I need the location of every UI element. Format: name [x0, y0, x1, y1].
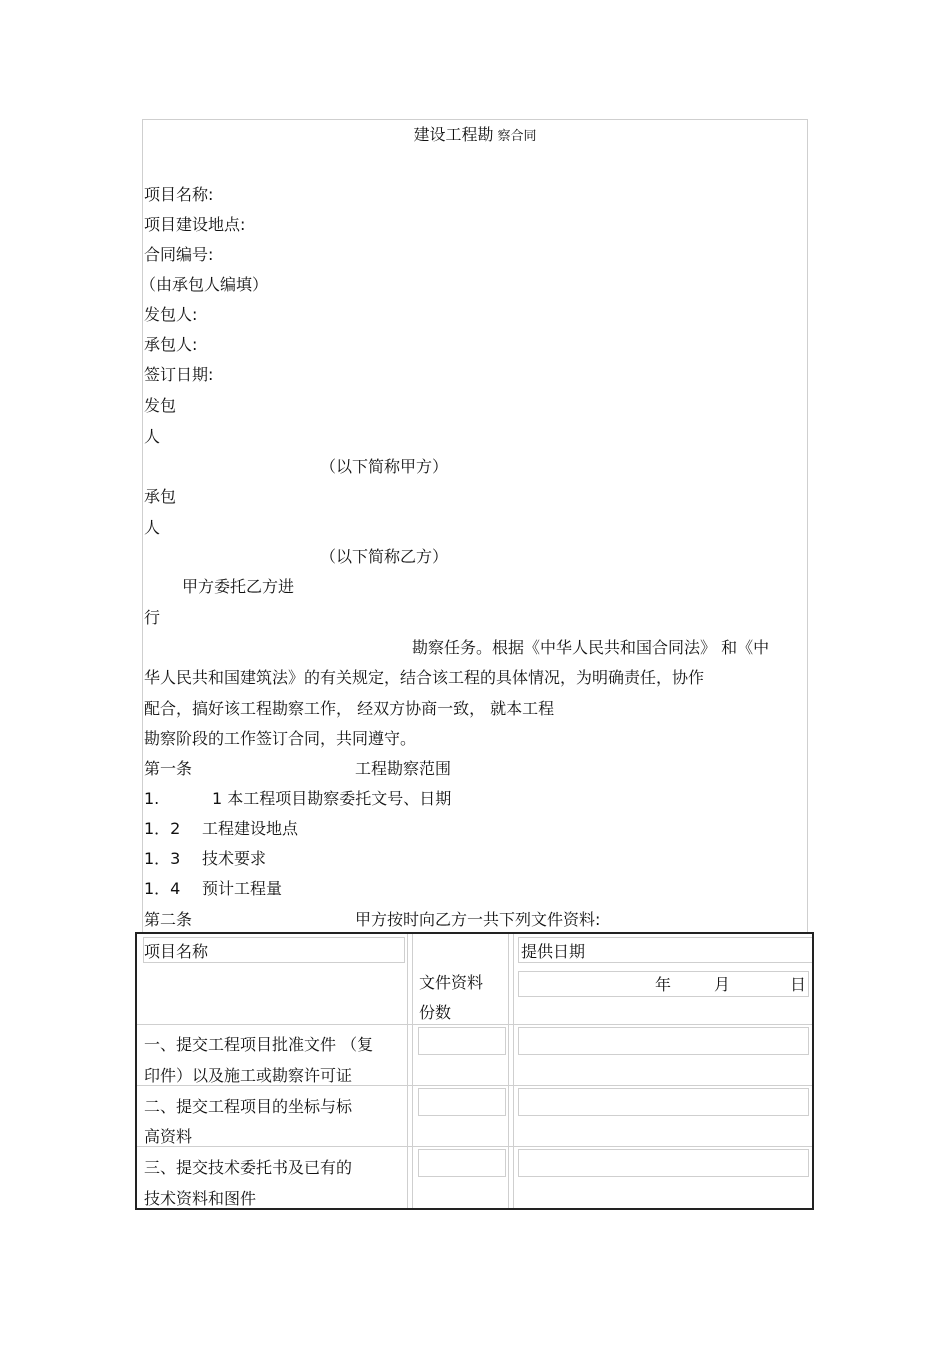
table-row-2-date[interactable] — [518, 1088, 809, 1116]
table-row-3-copies[interactable] — [418, 1149, 506, 1177]
article1-label: 第一条 — [144, 759, 193, 778]
date-year: 年 — [655, 975, 672, 994]
header-date: 提供日期 — [521, 942, 586, 961]
documents-table — [135, 932, 814, 1210]
field-sign-date: 签订日期: — [144, 365, 214, 384]
document-title — [142, 124, 808, 148]
article1-item1-num: 1. — [144, 789, 160, 808]
article2-title: 甲方按时向乙方一共下列文件资料: — [355, 910, 601, 929]
party-b-line1: 承包 — [144, 487, 177, 506]
party-a-alias: （以下简称甲方） — [320, 457, 449, 476]
article1-item1-text: 1 本工程项目勘察委托文号、日期 — [212, 789, 452, 808]
table-row-2-copies[interactable] — [418, 1088, 506, 1116]
article1-item2-text: 工程建设地点 — [202, 819, 299, 838]
party-a-line1: 发包 — [144, 396, 177, 415]
table-row-3-line2: 技术资料和图件 — [144, 1189, 257, 1208]
table-row-3-date[interactable] — [518, 1149, 809, 1177]
table-row-1-line1: 一、提交工程项目批准文件 （复 — [144, 1035, 374, 1054]
header-project-name: 项目名称 — [144, 942, 209, 961]
article1-item3-num: 1．3 — [144, 849, 181, 868]
party-b-line2: 人 — [144, 518, 161, 537]
title-small: 察合同 — [497, 129, 537, 144]
article1-title: 工程勘察范围 — [355, 759, 452, 778]
table-row-1-copies[interactable] — [418, 1027, 506, 1055]
field-project-location: 项目建设地点: — [144, 215, 246, 234]
article1-item2-num: 1．2 — [144, 819, 181, 838]
preamble-line5: 配合，搞好该工程勘察工作， 经双方协商一致， 就本工程 — [144, 699, 555, 718]
field-employer: 发包人: — [144, 305, 198, 324]
article1-item4-num: 1．4 — [144, 879, 181, 898]
header-copies-line2: 份数 — [419, 1003, 452, 1022]
preamble-line2: 行 — [144, 608, 161, 627]
preamble-line3: 勘察任务。根据《中华人民共和国合同法》 和《中 — [412, 638, 770, 657]
table-row-3-line1: 三、提交技术委托书及已有的 — [144, 1158, 353, 1177]
table-row-1-date[interactable] — [518, 1027, 809, 1055]
preamble-line6: 勘察阶段的工作签订合同，共同遵守。 — [144, 729, 417, 748]
article1-item3-text: 技术要求 — [202, 849, 267, 868]
table-row-2-line2: 高资料 — [144, 1127, 193, 1146]
table-row-2-line1: 二、提交工程项目的坐标与标 — [144, 1097, 353, 1116]
field-contractor: 承包人: — [144, 335, 198, 354]
field-filled-by: （由承包人编填） — [140, 275, 269, 294]
document-frame — [142, 119, 808, 934]
preamble-line4: 华人民共和国建筑法》的有关规定，结合该工程的具体情况，为明确责任，协作 — [144, 668, 705, 687]
table-row-1-line2: 印件）以及施工或勘察许可证 — [144, 1066, 353, 1085]
article2-label: 第二条 — [144, 910, 193, 929]
party-a-line2: 人 — [144, 427, 161, 446]
field-contract-no: 合同编号: — [144, 245, 214, 264]
party-b-alias: （以下简称乙方） — [320, 547, 449, 566]
date-day: 日 — [790, 975, 807, 994]
title-main: 建设工程勘 — [413, 125, 494, 144]
preamble-line1: 甲方委托乙方进 — [182, 577, 295, 596]
date-month: 月 — [714, 975, 731, 994]
article1-item4-text: 预计工程量 — [202, 879, 283, 898]
header-copies-line1: 文件资料 — [419, 973, 484, 992]
field-project-name: 项目名称: — [144, 185, 214, 204]
